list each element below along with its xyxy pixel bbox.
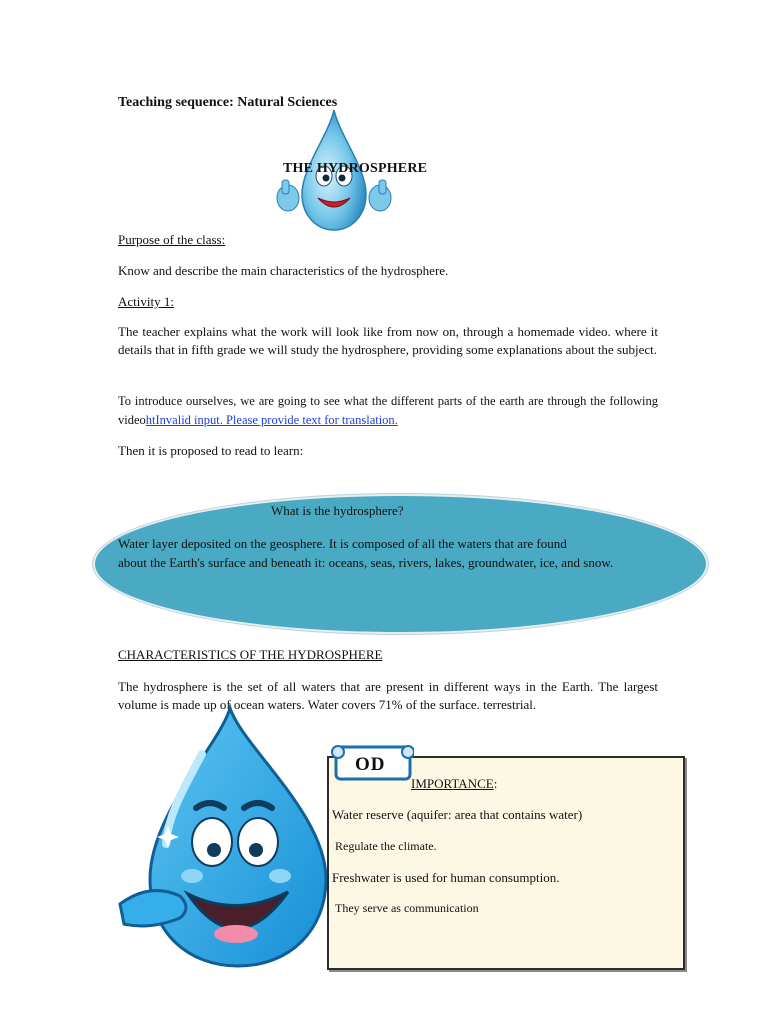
importance-item: They serve as communication <box>335 901 479 915</box>
purpose-heading: Purpose of the class: <box>118 232 226 247</box>
topic-title: THE HYDROSPHERE <box>283 161 428 176</box>
box-tag-label: OD <box>355 754 386 775</box>
activity-heading: Activity 1: <box>118 294 174 309</box>
callout-definition <box>118 534 678 572</box>
characteristics-heading: CHARACTERISTICS OF THE HYDROSPHERE <box>118 647 383 662</box>
callout-question: What is the hydrosphere? <box>271 503 404 518</box>
activity-paragraph-1: The teacher explains what the work will look like from now on, through a homemade video. where it details that in fifth grade we will study the hydrosphere, providing some explanations about the subject. <box>118 324 658 357</box>
activity-paragraph-3: Then it is proposed to read to learn: <box>118 443 304 458</box>
activity-paragraph-2 <box>118 392 658 430</box>
callout-line-1: Water layer deposited on the geosphere. It is composed of all the waters that are found <box>118 536 567 551</box>
importance-box <box>327 756 685 970</box>
characteristics-text: The hydrosphere is the set of all waters that are present in different ways in the Earth. The largest volume is made up of ocean waters. Water covers 71% of the surface. terrestrial. <box>118 679 658 712</box>
importance-item: Water reserve (aquifer: area that contains water) <box>332 807 583 822</box>
purpose-text: Know and describe the main characteristics of the hydrosphere. <box>118 263 449 278</box>
document-title: Teaching sequence: Natural Sciences <box>118 95 338 110</box>
video-link[interactable]: htInvalid input. Please provide text for translation. <box>145 413 398 427</box>
activity-paragraph-2-text: To introduce ourselves, we are going to see what the different parts of the earth are through the following video <box>118 394 658 427</box>
importance-heading <box>411 776 497 792</box>
importance-heading-text: IMPORTANCE <box>411 776 494 791</box>
importance-item: Freshwater is used for human consumption. <box>332 870 560 885</box>
water-drop-pointing-mascot-icon <box>110 704 345 974</box>
importance-heading-colon: : <box>493 776 498 791</box>
importance-item: Regulate the climate. <box>335 839 437 853</box>
callout-line-2: about the Earth's surface and beneath it: oceans, seas, rivers, lakes, groundwater, ice, and snow. <box>118 555 614 570</box>
